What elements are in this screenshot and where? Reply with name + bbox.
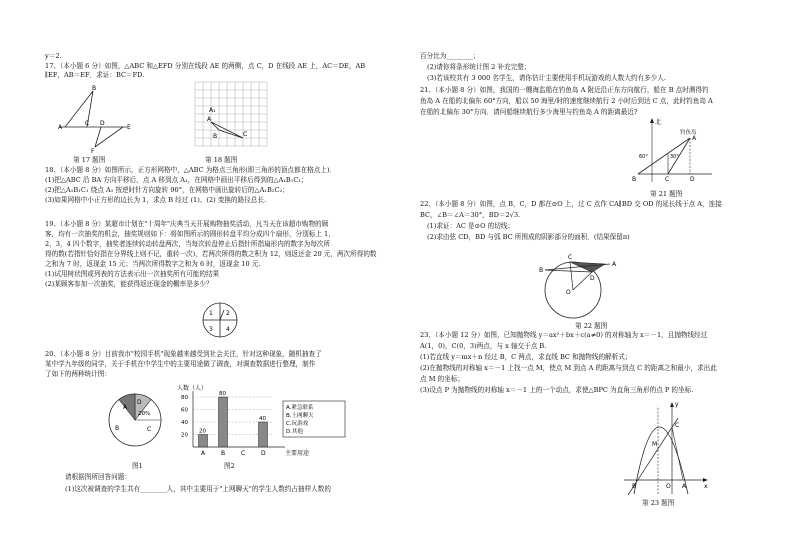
q23-label-x: x xyxy=(704,483,708,490)
q17-label-b: B xyxy=(92,85,97,92)
q22-label-a: A xyxy=(612,261,617,268)
q19-line6: (1)试用树状图或列表的方法表示出一次抽奖所有可能的结果 xyxy=(45,270,220,278)
q23-label-m: M xyxy=(652,441,658,448)
q18-caption: 第 18 题图 xyxy=(205,156,238,164)
bar-D xyxy=(259,422,268,447)
q19-line2: 客，均有一次抽奖的机会，抽奖规则如下：将如图所示的圆形转盘平均分成四个扇形，分别标上 1， xyxy=(45,230,335,238)
q21-caption: 第 21 题图 xyxy=(650,190,683,198)
q20-line1: 20、（本小题 8 分）目前我市"校园手机"现象越来越受到社会关注，针对这种现象，随机抽查了 xyxy=(45,350,322,358)
q17-label-d: D xyxy=(100,120,105,127)
spinner-4: 4 xyxy=(226,326,230,333)
top-line: y＝2. xyxy=(45,52,62,60)
pie-chart xyxy=(105,390,165,450)
q22-label-b: B xyxy=(539,267,544,274)
q20-questions-intro: 请根据图所回答问题： xyxy=(65,473,131,481)
q17-label-f: F xyxy=(91,148,95,155)
q17-label-e: E xyxy=(127,124,131,131)
q19-line1: 19、（本小题 8 分）某超市计划在"十周年"庆典当天开展购物抽奖活动，凡当天在该超市购物的顾 xyxy=(45,220,329,228)
q22-line4: (2)求由弦 CD，BD 与弧 BC 所围成的阴影部分的面积．(结果保留π) xyxy=(427,233,630,241)
q22-line2: BC，∠B＝∠A＝30°，BD＝2√3. xyxy=(420,211,521,219)
q23-label-b: B xyxy=(632,483,637,490)
q22-caption: 第 22 题图 xyxy=(575,322,608,330)
q18-label-a: A xyxy=(207,116,212,123)
spinner-2: 2 xyxy=(226,310,230,317)
q19-line4: 得的数(若指针恰好指在分界线上则不记，重转一次)，若两次所得的数之积为 12，则返还金 20 元，两次所得的数 xyxy=(45,250,377,258)
q17-label-a: A xyxy=(58,124,63,131)
q19-line3: 2，3，4 四个数字，抽奖者连续转动转盘两次，当每次转盘停止后指针所指扇形内的数字为每次所 xyxy=(45,240,331,248)
q21-north: 北 xyxy=(655,119,662,126)
bar-xtick-2: C xyxy=(241,450,246,457)
bar-ytick-3: 80 xyxy=(181,395,188,401)
q21-line1: 21、（本小题 8 分）如图，我国的一艘海监船在钓鱼岛 A 附近沿正东方向航行，船在 B 点时测得钓 xyxy=(420,86,709,94)
q23-label-o: O xyxy=(666,483,671,490)
q21-label-b: B xyxy=(632,176,637,183)
bar-chart xyxy=(165,385,355,460)
q22-label-c: C xyxy=(568,254,573,261)
q18-line2: (1)把△ABC 沿 BA 方向平移后，点 A 移到点 A₁，在网格中画出平移后得到的△A₁B₁C₁； xyxy=(45,176,308,184)
q19-line7: (2)某顾客参加一次抽奖，能获得返还现金的概率是多少？ xyxy=(45,280,213,288)
bar-legend-2: C.玩游戏 xyxy=(286,421,309,427)
q22-label-o: O xyxy=(566,289,571,296)
r-line1: 百分比为________； xyxy=(420,52,480,60)
bar-legend-1: B.上网聊天 xyxy=(286,413,314,419)
q18-label-c: C xyxy=(243,131,248,138)
pie-label-a: A xyxy=(123,404,128,411)
q22-line3: (1)求证：AC 是⊙O 的切线； xyxy=(427,222,515,230)
pie-percent: 20% xyxy=(138,411,151,417)
bar-label-D: 40 xyxy=(259,416,266,422)
q18-grid-figure xyxy=(195,82,270,154)
bar-label-B: 80 xyxy=(219,391,226,397)
q23-label-y: y xyxy=(675,401,679,408)
q17-line1: 17、（本小题 6 分）如图，△ABC 和△EFD 分别在线段 AE 的两侧，点 C，D 在线段 AE 上，AC＝DE，AB xyxy=(45,62,366,70)
q21-angle30: 30° xyxy=(670,154,679,160)
q18-line4: (3)如果网格中小正方形的边长为 1，求点 B 经过 (1)、(2) 变换的路径总长. xyxy=(45,196,267,204)
q21-line2: 鱼岛 A 在船的北偏东 60°方向，船以 50 海里/时的速度继续航行 2 小时后到达 C 点，此时钓鱼岛 A xyxy=(420,97,713,105)
q17-caption: 第 17 题图 xyxy=(73,156,106,164)
bar-A xyxy=(199,435,208,448)
spinner-3: 3 xyxy=(209,326,213,333)
q20-line3: 了如下的两种统计图： xyxy=(45,370,111,378)
q17-figure xyxy=(55,85,145,155)
r-line3: (3)若该校共有 3 000 名学生，请你估计主要使用手机玩游戏的人数大约有多少人. xyxy=(427,74,666,82)
bar-xtick-0: A xyxy=(201,450,206,457)
q23-label-a: A xyxy=(682,483,687,490)
q23-line4: (2)在抛物线的对称轴 x＝－1 上找一点 M，使点 M 到点 A 的距离与到点 C 的距离之和最小，求出此 xyxy=(420,364,717,372)
q19-spinner xyxy=(200,300,240,340)
q23-line6: (3)设点 P 为抛物线的对称轴 x＝－1 上的一个动点，求使△BPC 为直角三角形的点 P 的坐标. xyxy=(420,386,694,394)
fig1-caption: 图1 xyxy=(132,462,143,470)
q18-line1: 18、（本小题 8 分）如图所示，正方形网格中，△ABC 为格点三角形(即三角形的顶点都在格点上)． xyxy=(45,166,337,174)
q18-label-b: B xyxy=(213,133,218,140)
bar-B xyxy=(219,397,228,447)
q23-label-c: C xyxy=(675,422,680,429)
q21-label-a: A xyxy=(692,135,697,142)
bar-ytick-1: 40 xyxy=(181,420,188,426)
q23-line1: 23、（本小题 12 分）如图，已知抛物线 y＝ax²＋bx＋c(a≠0) 的对称轴为 x＝－1，且抛物线经过 xyxy=(420,331,708,339)
q23-line2: A(1，0)，C(0，3)两点，与 x 轴交于点 B. xyxy=(420,342,547,350)
spinner-1: 1 xyxy=(209,310,213,317)
bar-ytick-0: 20 xyxy=(181,432,188,439)
q17-line2: ∥EF，AB＝EF．求证：BC＝FD. xyxy=(45,71,145,79)
q23-caption: 第 23 题图 xyxy=(642,499,675,507)
bar-legend-3: D.其他 xyxy=(286,429,303,435)
q20-question1: (1)这次被调查的学生共有________人，其中主要用于"上网聊天"的学生人数约占抽样人数的 xyxy=(65,485,331,493)
r-line2: (2)请你将条形统计图 2 补充完整； xyxy=(427,63,531,71)
pie-label-b: B xyxy=(115,425,120,432)
q17-label-c: C xyxy=(85,120,90,127)
bar-legend-0: A.紧急联系 xyxy=(286,405,314,411)
q23-line5: 点 M 的坐标； xyxy=(420,375,464,383)
q21-figure xyxy=(630,118,720,186)
bar-xtick-1: B xyxy=(221,450,226,457)
q22-label-d: D xyxy=(590,275,595,282)
q21-line3: 在船的北偏东 30°方向．请问船继续航行多少海里与钓鱼岛 A 的距离最近? xyxy=(420,108,638,116)
bar-ytick-2: 60 xyxy=(181,407,188,414)
q18-line3: (2)把△A₁B₁C₁ 绕点 A₁ 按逆时针方向旋转 90°，在网格中画出旋转后的△A₁B₂C₂； xyxy=(45,186,289,194)
q21-label-c: C xyxy=(665,176,670,183)
q19-line5: 之和为 7 时，返现金 15 元；当两次所得数字之和为 6 时，返现金 10 元. xyxy=(45,260,261,268)
q23-line3: (1)若直线 y＝mx＋n 经过 B，C 两点，求直线 BC 和抛物线的解析式； xyxy=(420,353,632,361)
q22-figure xyxy=(530,248,640,318)
q22-line1: 22、（本小题 8 分）如图，点 B，C，D 都在⊙O 上，过 C 点作 CA∥BD 交 OD 的延长线于点 A，连接 xyxy=(420,200,722,208)
bar-xlabel: 主要用途 xyxy=(285,450,310,457)
q21-island: 钓鱼岛 xyxy=(680,130,697,136)
pie-label-c: C xyxy=(147,426,152,433)
fig2-caption: 图2 xyxy=(224,462,235,470)
q20-line2: 某中学九年级的同学，关于手机在中学生中的主要用途做了调查，对调查数据进行整理，制作 xyxy=(45,360,316,368)
bar-xtick-3: D xyxy=(261,450,266,457)
bar-ylabel: 人数（人） xyxy=(177,385,208,392)
q23-figure xyxy=(620,400,710,495)
pie-label-d: D xyxy=(137,399,142,406)
bar-label-A: 20 xyxy=(199,428,206,435)
q21-label-d: D xyxy=(690,176,695,183)
q18-label-a1: A₁ xyxy=(209,107,216,114)
q21-angle60: 60° xyxy=(639,154,648,160)
